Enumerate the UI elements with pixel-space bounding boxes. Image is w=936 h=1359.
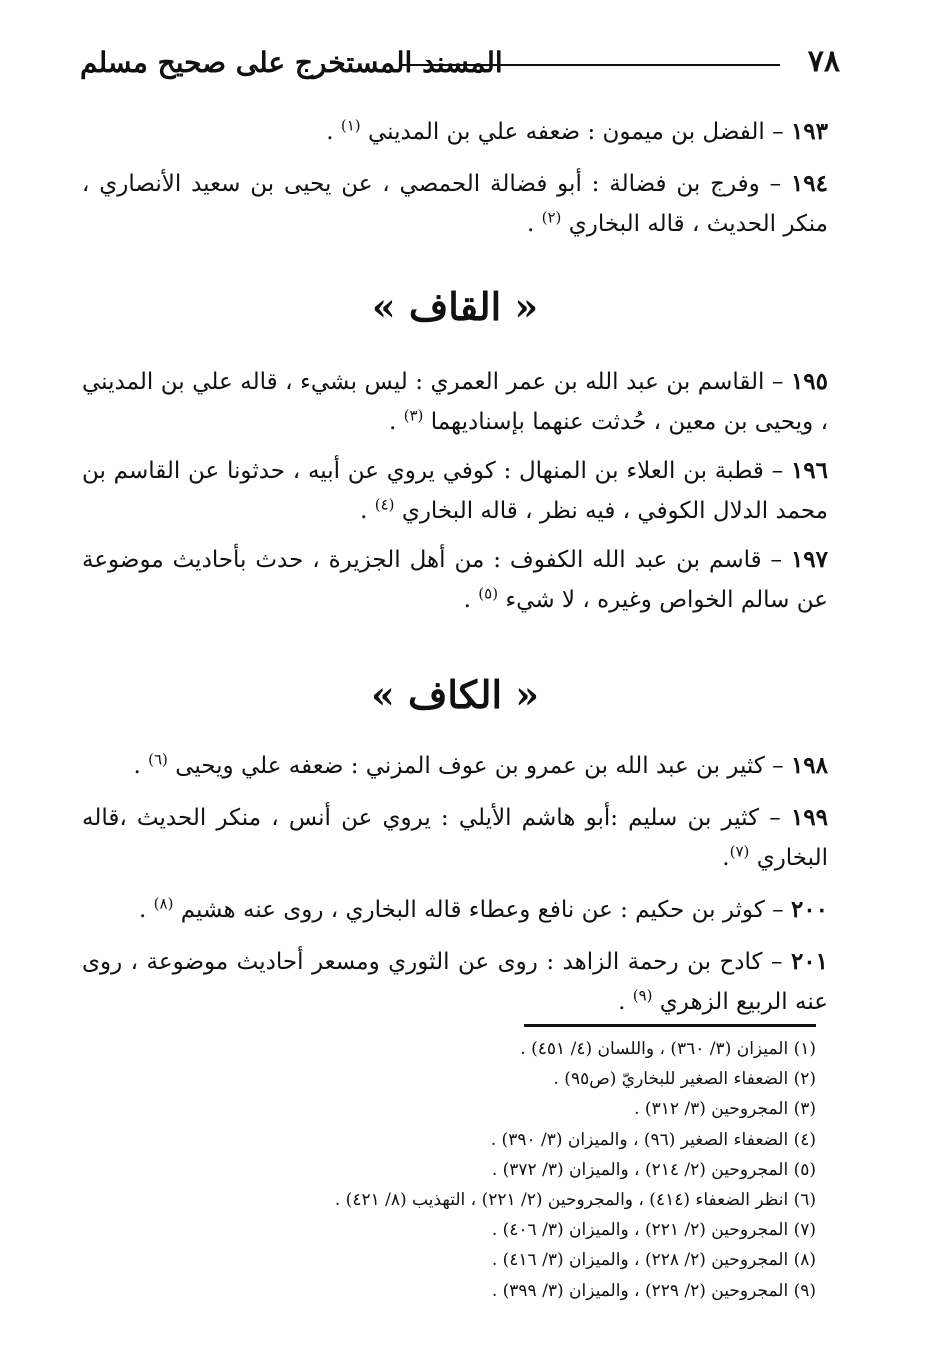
footnote-1: (١) الميزان (٣/ ٣٦٠) ، واللسان (٤/ ٤٥١) . (520, 1039, 816, 1059)
entry-text: – القاسم بن عبد الله بن عمر العمري : ليس بشيء ، قاله علي بن المديني ، ويحيى بن معين ، حُدثت عنهما بإسناديهما (82, 369, 828, 435)
running-title: المسند المستخرج على صحيح مسلم (80, 46, 503, 79)
footnote-3: (٣) المجروحين (٣/ ٣١٢) . (634, 1099, 816, 1120)
entry-end: . (139, 897, 154, 923)
entry-end: . (527, 211, 542, 237)
entry-text: – قاسم بن عبد الله الكفوف : من أهل الجزيرة ، حدث بأحاديث موضوعة عن سالم الخواص وغيره ، لا شيء (82, 547, 828, 613)
footnotes (216, 1034, 816, 1306)
footnote-ref: (٤) (374, 495, 395, 514)
footnote-4: (٤) الضعفاء الصغير (٩٦) ، والميزان (٣/ ٣٩٠) . (490, 1129, 816, 1150)
section-heading-qaf: « القاف » (371, 284, 539, 329)
footnote-ref: (٨) (153, 894, 174, 913)
entry-number: ١٩٤ (790, 170, 828, 197)
footnote-2: (٢) الضعفاء الصغير للبخاريّ (ص٩٥) . (553, 1069, 816, 1090)
footnote-7: (٧) المجروحين (٢/ ٢٢١) ، والميزان (٣/ ٤٠٦) . (491, 1220, 816, 1241)
entry-text: – كوثر بن حكيم : عن نافع وعطاء قاله البخاري ، روى عنه هشيم (180, 897, 784, 923)
footnote-ref: (٦) (148, 750, 168, 769)
entry-201 (82, 942, 828, 1022)
entries-block-kaf (82, 746, 828, 1022)
entry-end: . (722, 845, 730, 871)
entry-198 (82, 746, 828, 786)
entry-number: ١٩٨ (790, 752, 828, 779)
footnote-5: (٥) المجروحين (٢/ ٢١٤) ، والميزان (٣/ ٣٧٢) . (491, 1159, 816, 1180)
footnote-ref: (٥) (478, 584, 499, 603)
footnote-6: (٦) انظر الضعفاء (٤١٤) ، والمجروحين (٢/ ٢٢١) ، التهذيب (٨/ ٤٢١) . (334, 1190, 816, 1211)
section-heading-kaf: « الكاف » (370, 672, 540, 717)
footnote-8: (٨) المجروحين (٢/ ٢٢٨) ، والميزان (٣/ ٤١٦) . (491, 1250, 816, 1271)
entry-number: ١٩٦ (790, 457, 829, 484)
entry-text: – قطبة بن العلاء بن المنهال : كوفي يروي عن أبيه ، حدثونا عن القاسم بن محمد الدلال الكوفي ، فيه نظر ، قاله البخاري (82, 458, 828, 524)
entry-196 (82, 451, 828, 531)
footnote-ref: (٩) (632, 986, 653, 1005)
entry-194 (82, 164, 828, 244)
entry-text: – الفضل بن ميمون : ضعفه علي بن المديني (367, 119, 784, 145)
entries-block-qaf (82, 362, 828, 620)
running-header (80, 38, 840, 88)
footnote-ref: (٣) (403, 406, 424, 425)
entry-195 (82, 362, 828, 442)
entry-end: . (463, 587, 479, 613)
entry-end: . (618, 989, 633, 1015)
entry-number: ٢٠١ (790, 948, 829, 975)
entry-197 (82, 540, 828, 620)
page-number: ٧٨ (807, 44, 840, 79)
entry-193 (82, 112, 828, 152)
footnote-rule (524, 1024, 816, 1027)
entry-number: ١٩٩ (790, 804, 828, 831)
entry-number: ١٩٧ (790, 546, 829, 573)
entry-end: . (133, 753, 149, 779)
footnote-ref: (٢) (541, 208, 562, 227)
entry-text: – كثير بن عبد الله بن عمرو بن عوف المزني : ضعفه علي ويحيى (175, 753, 784, 779)
entry-200 (82, 890, 828, 930)
entry-number: ١٩٥ (790, 368, 829, 395)
entry-end: . (360, 498, 375, 524)
entry-end: . (388, 409, 404, 435)
footnote-ref: (١) (340, 116, 361, 135)
entry-text: – كثير بن سليم :أبو هاشم الأيلي : يروي عن أنس ، منكر الحديث ،قاله البخاري (82, 805, 828, 871)
entry-end: . (326, 119, 341, 145)
entry-text: – وفرج بن فضالة : أبو فضالة الحمصي ، عن يحيى بن سعيد الأنصاري ، منكر الحديث ، قاله البخاري (82, 171, 828, 237)
footnote-9: (٩) المجروحين (٢/ ٢٢٩) ، والميزان (٣/ ٣٩٩) . (491, 1280, 816, 1301)
entry-number: ١٩٣ (790, 118, 828, 145)
footnote-ref: (٧) (729, 842, 750, 861)
entries-block-top (82, 112, 828, 244)
entry-text: – كادح بن رحمة الزاهد : روى عن الثوري ومسعر أحاديث موضوعة ، روى عنه الربيع الزهري (82, 949, 828, 1015)
entry-number: ٢٠٠ (790, 896, 828, 923)
entry-199 (82, 798, 828, 878)
